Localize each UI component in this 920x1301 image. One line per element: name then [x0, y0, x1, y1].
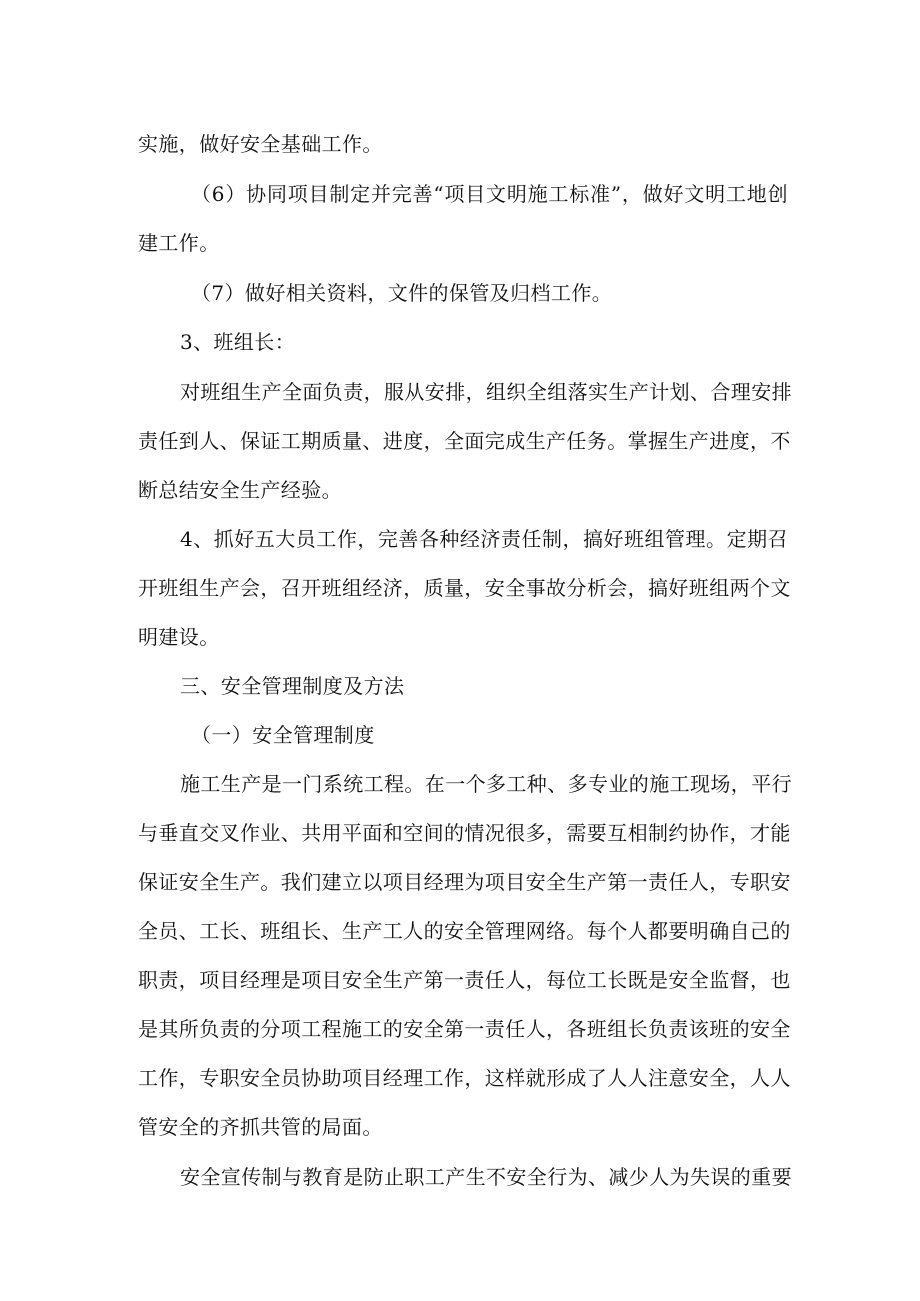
paragraph-line: 断总结安全生产经验。 — [138, 478, 342, 502]
paragraph-line: 工作，专职安全员协助项目经理工作，这样就形成了人人注意安全，人人 — [138, 1066, 791, 1090]
paragraph-line: 对班组生产全面负责，服从安排，组织全组落实生产计划、合理安排 — [180, 380, 792, 404]
paragraph-line: 开班组生产会，召开班组经济，质量，安全事故分析会，搞好班组两个文 — [138, 576, 791, 600]
subsection-heading: （一）安全管理制度 — [191, 723, 375, 747]
paragraph-line: 保证安全生产。我们建立以项目经理为项目安全生产第一责任人，专职安 — [138, 870, 791, 894]
paragraph-line: （7）做好相关资料，文件的保管及归档工作。 — [191, 281, 613, 305]
paragraph-line: 实施，做好安全基础工作。 — [138, 132, 383, 156]
paragraph-line: 安全宣传制与教育是防止职工产生不安全行为、减少人为失误的重要 — [180, 1165, 792, 1189]
paragraph-line: 建工作。 — [138, 231, 220, 255]
paragraph-line: 责任到人、保证工期质量、进度，全面完成生产任务。掌握生产进度，不 — [138, 429, 791, 453]
paragraph-line: 全员、工长、班组长、生产工人的安全管理网络。每个人都要明确自己的 — [138, 919, 791, 943]
section-heading: 三、安全管理制度及方法 — [180, 674, 405, 698]
paragraph-line: 职责，项目经理是项目安全生产第一责任人，每位工长既是安全监督，也 — [138, 968, 791, 992]
paragraph-line: 施工生产是一门系统工程。在一个多工种、多专业的施工现场，平行 — [180, 772, 792, 796]
paragraph-line: 与垂直交叉作业、共用平面和空间的情况很多，需要互相制约协作，才能 — [138, 821, 791, 845]
paragraph-line: 管安全的齐抓共管的局面。 — [138, 1115, 383, 1139]
paragraph-line: 4、抓好五大员工作，完善各种经济责任制，搞好班组管理。定期召 — [180, 527, 788, 551]
paragraph-line: （6）协同项目制定并完善“项目文明施工标准”，做好文明工地创 — [191, 182, 788, 206]
paragraph-line: 明建设。 — [138, 625, 220, 649]
paragraph-line: 是其所负责的分项工程施工的安全第一责任人，各班组长负责该班的安全 — [138, 1017, 791, 1041]
section-heading: 3、班组长： — [180, 330, 296, 354]
